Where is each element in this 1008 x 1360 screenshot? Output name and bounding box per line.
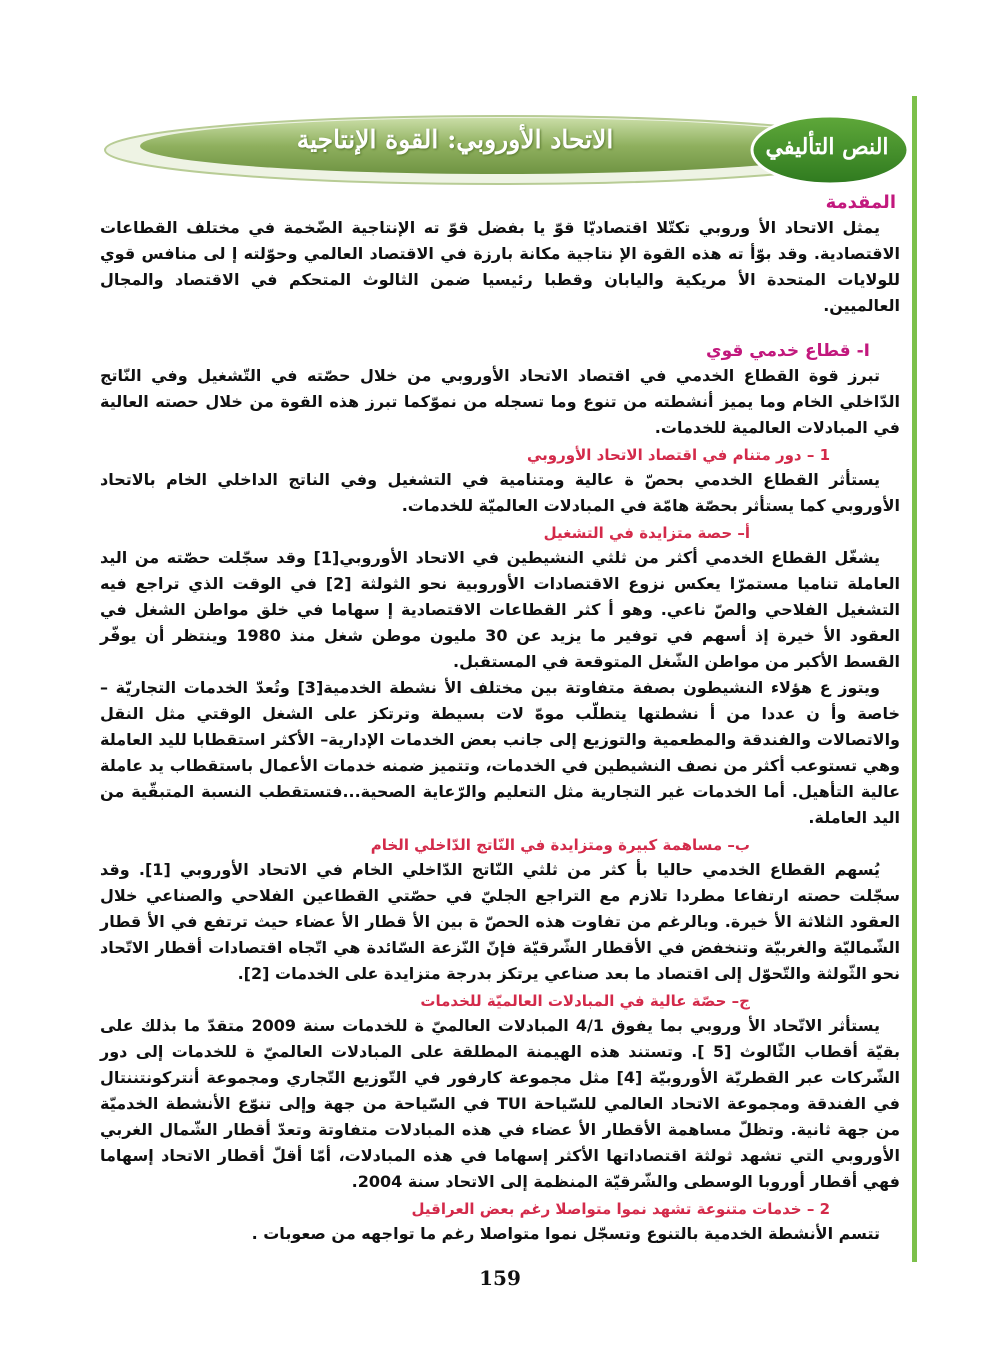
section-c-heading: ج– حصّة عالية في المبادلات العالميّة للخدمات [420,992,750,1010]
article-body [100,188,900,1247]
section-a-paragraph-1: يشغّل القطاع الخدمي أكثر من ثلثي النشيطين في الاتحاد الأوروبي[1] وقد سجّلت حصّته من اليد العاملة تناميا مستمرّا يعكس نزوع الاقتصادات الأوروبية نحو الثولثة [2] في الوقت الذي تراجع فيه التشغيل الفلاحي والصّ ناعي. وهو أ كثر القطاعات الاقتصادية إ سهاما في خلق مواطن الشغل في العقود الأ خيرة إذ أسهم في توفير ما يزيد عن 30 مليون موطن شغل منذ 1980 وينتظر أن يوفّر القسط الأكبر من مواطن الشّغل المتوقعة في المستقبل. [100,548,901,671]
intro-paragraph: يمثل الاتحاد الأ وروبي تكتّلا اقتصاديّا قوّ يا بفضل قوّ ته الإنتاجية الضّخمة في مختلف القطاعات الاقتصادية. وقد بوّأ ته هذه القوة الإ نتاجية مكانة بارزة في الاقتصاد العالمي وحوّلته إ لى منافس قوي للولايات المتحدة الأ مريكية واليابان وقطبا رئيسيا ضمن الثالوث المتحكم في الاقتصاد والمجال العالميين. [100,218,900,315]
sub2-paragraph: تتسم الأنشطة الخدمية بالتنوع وتسجّل نموا متواصلا رغم ما تواجهه من صعوبات . [251,1224,880,1243]
page-number: 159 [479,1266,521,1290]
intro-heading: المقدمة [825,192,896,213]
page-side-rule [912,96,917,1262]
banner-title: الاتحاد الأوروبي: القوة الإنتاجية [296,125,614,154]
sub2-heading: 2 – خدمات متنوعة تشهد نموا متواصلا رغم بعض العراقيل [411,1200,830,1218]
section-c-paragraph: يستأثر الاتّحاد الأ وروبي بما يفوق 4/1 المبادلات العالميّ ة للخدمات سنة 2009 متقدّ ما بذلك على بقيّة أقطاب الثّالوث [5 ]. وتستند هذه الهيمنة المطلقة على المبادلات العالميّ ة للخدمات إلى دور الشّركات عبر القطريّة الأوروبيّة [4] مثل مجموعة كارفور في التّوزيع التّجاري ومجموعة أنتركونتننتال في الفندقة ومجموعة الاتحاد العالمي للسّياحة TUI في السّياحة من جهة وإلى تنوّع الأنشطة الخدميّة من جهة ثانية. وتظلّ مساهمة الأقطار الأ عضاء في هذه المبادلات متفاوتة وتعدّ أقطار الشّمال الغربي الأوروبي التي تشهد ثولثة اقتصاداتها الأكثر إسهاما في هذه المبادلات، أمّا أقلّ أقطار الاتحاد إسهاما فهي أقطار أوروبا الوسطى والشّرقيّة المنظمة إلى الاتحاد سنة 2004. [100,1016,901,1191]
banner-tag: النص التأليفي [765,134,889,160]
section-b-heading: ب– مساهمة كبيرة ومتزايدة في النّاتج الدّاخلي الخام [370,836,750,854]
part1-paragraph: تبرز قوة القطاع الخدمي في اقتصاد الاتحاد الأوروبي من خلال حصّته في التّشغيل وفي النّاتج الدّاخلي الخام وما يميز أنشطته من تنوع وما تسجله من نموّكما تبرز هذه القوة من خلال حصته العالية في المبادلات العالمية للخدمات. [100,366,900,437]
sub1-heading: 1 – دور متنام في اقتصاد الاتحاد الأوروبي [527,446,830,464]
section-b-paragraph: يُسهم القطاع الخدمي حاليا بأ كثر من ثلثي النّاتج الدّاخلي الخام في الاتحاد الأوروبي [1]. وقد سجّلت حصته ارتفاعا مطردا تلازم مع التراجع الجليّ في حصّتي القطاعين الفلاحي والصناعي خلال العقود الثلاثة الأ خيرة. وبالرغم من تفاوت هذه الحصّ ة بين الأ قطار الأ عضاء حيث ترتفع في الأ قطار الشّماليّة والغربيّة وتنخفض في الأقطار الشّرقيّة فإنّ النّزعة السّائدة هي اتّجاه اقتصادات أقطار الاتّحاد نحو الثّولثة والتّحوّل إلى اقتصاد ما بعد صناعي يرتكز بدرجة متزايدة على الخدمات [2]. [100,860,900,983]
part1-heading: I- قطاع خدمي قوي [706,341,870,361]
sub1-paragraph: يستأثر القطاع الخدمي بحصّ ة عالية ومتنامية في التشغيل وفي الناتج الداخلي الخام بالاتحاد الأوروبي كما يستأثر بحصّة هامّة في المبادلات العالميّة للخدمات. [100,470,900,515]
section-a-heading: أ– حصة متزايدة في التشغيل [543,524,750,542]
section-a-paragraph-2: ويتوز ع هؤلاء النشيطون بصفة متفاوتة بين مختلف الأ نشطة الخدمية[3] وتُعدّ الخدمات التجاريّة – خاصة وأ ن عددا من أ نشطتها يتطلّب موهّ لات بسيطة وترتكز على الشغل الوقتي مثل النقل والاتصالات والفندقة والمطعمية والتوزيع إلى جانب بعض الخدمات الإدارية– الأكثر استقطابا لليد العاملة وهي تستوعب أكثر من نصف النشيطين في الخدمات، وتتميز ضمنه خدمات الأعمال باستقطاب يد عاملة عالية التأهيل. أما الخدمات غير التجارية مثل التعليم والرّعاية الصحية...فتستقطب النسبة المتبقّية من اليد العاملة. [100,678,900,827]
